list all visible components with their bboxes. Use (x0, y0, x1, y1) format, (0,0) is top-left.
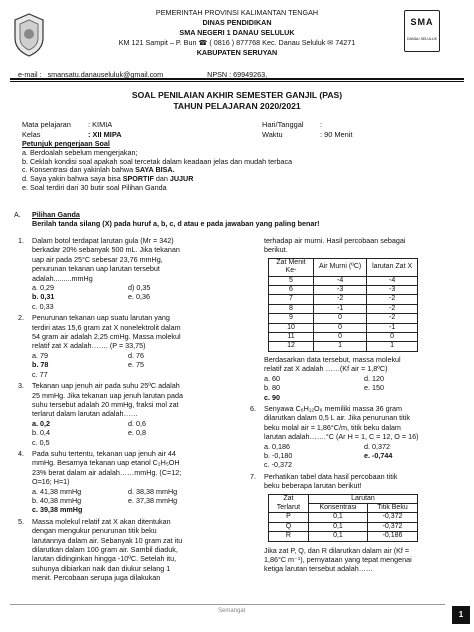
table-row: 10 0 -1 (269, 323, 418, 332)
exam-title-line-2: TAHUN PELAJARAN 2020/2021 (173, 101, 301, 111)
option-b[interactable]: b. 0,31 (32, 292, 55, 302)
time-value: : 90 Menit (320, 130, 353, 140)
instruction-e: e. Soal terdiri dari 30 butir soal Pilihan Ganda (22, 182, 167, 192)
table-row: 12 1 1 (269, 342, 418, 351)
table-row: 6 -3 -3 (269, 286, 418, 295)
table-header: Zat Menit Ke- Air Murni (ºC) larutan Zat X (269, 258, 418, 276)
freezing-data-table (268, 258, 418, 352)
table-row: P 0,1 -0,372 (269, 513, 418, 522)
table-row: 5 -4 -4 (269, 276, 418, 285)
subject-label: Mata pelajaran (22, 120, 71, 129)
section-title: Pilihan Ganda (32, 210, 80, 219)
email-label: e-mail : (18, 70, 42, 79)
exam-title (0, 90, 474, 112)
question-7: 7. Perhatikan tabel data hasil percobaan titik beku beberapa larutan berikut! (250, 471, 398, 491)
class-value: : XII MIPA (88, 130, 122, 140)
option-e[interactable]: e. 75 (128, 360, 144, 370)
question-4: 4. Pada suhu tertentu, tekanan uap jenuh air 44 mmHg. Besarnya tekanan uap etanol C₂H₅OH 23% berat dalam air adalah……mmHg. (C=12; O=16; H=1) a. 41,38 mmHg d. 38,38 mmHg b. 40,38 mmHg e. 37,38 mmHg c. 39,38 mmHg (18, 448, 182, 515)
question-number: 5. (18, 516, 24, 526)
option-d[interactable]: d. 0,6 (128, 418, 146, 428)
header-line-1: PEMERINTAH PROVINSI KALIMANTAN TENGAH (155, 8, 319, 17)
question-7-prompt: Jika zat P, Q, dan R dilarutkan dalam air (Kf = 1,86°C m⁻¹), pernyataan yang tepat mengenai ketiga larutan tersebut adalah…… (264, 545, 412, 574)
question-5: 5. Massa molekul relatif zat X akan ditentukan dengan mengukur penurunan titik beku larutannya dalam air. Sebanyak 10 gram zat itu dilarutkan dalam 100 gram air. Sambil diaduk, larutan didinginkan hingga -10ºC. Setelah itu, suhunya dibiarkan naik dan diukur selang 1 menit. Percobaan serupa juga dilakukan (18, 516, 183, 583)
exam-title-line-1: SOAL PENILAIAN AKHIR SEMESTER GANJIL (PAS) (131, 90, 343, 100)
table-header: Terlarut Konsentrasi Titik Beku (269, 503, 418, 512)
question-3: 3. Tekanan uap jenuh air pada suhu 25ºC adalah 25 mmHg. Jika tekanan uap jenuh larutan pada suhu tersebut adalah 20 mmHg, fraksi mol zat terlarut dalam larutan adalah…… a. 0,2 d. 0,6 b. 0,4 e. 0,8 c. 0,5 (18, 381, 184, 447)
question-number: 4. (18, 448, 24, 458)
question-number: 6. (250, 403, 256, 413)
header-line-5: KABUPATEN SERUYAN (196, 48, 278, 57)
date-label: Hari/Tanggal (262, 120, 304, 129)
left-column (18, 236, 238, 583)
option-a[interactable]: a. 79 (32, 350, 48, 360)
option-d[interactable]: d. 0,372 (364, 441, 390, 451)
header-line-4: KM 121 Sampit – P. Bun ☎ ( 0816 ) 877768 Kec. Danau Seluluk ✉ 74271 (118, 38, 356, 47)
date-value: : (320, 120, 323, 129)
question-6: 6. Senyawa C₆H₁₂O₆ memiliki massa 36 gram dilarutkan dalam 0,5 L air. Jika penurunan titik beku molal air = 1,86°C/m, titik beku dalam larutan adalah…….°C (Ar H = 1, C = 12, O = 16) a. 0,186 d. 0,372 b. -0,180 e. -0,744 c. -0,372 (250, 403, 419, 470)
question-5-continued: terhadap air murni. Hasil percobaan sebagai berikut. (264, 236, 406, 255)
option-c[interactable]: c. 39,38 mmHg (32, 505, 83, 515)
option-b[interactable]: b. 0,4 (32, 428, 50, 438)
option-d[interactable]: d) 0,35 (128, 283, 151, 293)
option-b[interactable]: b. 80 (264, 383, 280, 393)
school-logo-subtext: DANAU SELULUK (407, 37, 437, 41)
option-e[interactable]: e. 0,8 (128, 428, 146, 438)
right-column (250, 236, 460, 574)
option-e[interactable]: e. 37,38 mmHg (128, 495, 178, 505)
table-row: R 0,1 -0,186 (269, 532, 418, 541)
question-5-prompt: Berdasarkan data tersebut, massa molekul relatif zat X adalah ……(Kf air = 1,8ºC) a. 60 d. 120 b. 80 e. 150 c. 90 (264, 354, 401, 402)
option-b[interactable]: b. -0,180 (264, 450, 293, 460)
school-logo (404, 10, 440, 52)
section-letter: A. (14, 210, 21, 219)
option-c[interactable]: c. 77 (32, 369, 48, 379)
footer-rule (10, 604, 445, 605)
option-a[interactable]: a. 60 (264, 373, 280, 383)
email-link[interactable]: smansatu.danauseluluk@gmail.com (47, 70, 164, 79)
instructions-title: Petunjuk pengerjaan Soal (22, 139, 110, 148)
table-row: Q 0,1 -0,372 (269, 522, 418, 531)
footer-text: Semangat (218, 608, 246, 614)
class-label: Kelas (22, 130, 41, 140)
option-a[interactable]: a. 0,186 (264, 441, 290, 451)
instructions (22, 140, 292, 193)
table-row: 11 0 0 (269, 333, 418, 342)
question-number: 7. (250, 471, 256, 481)
option-c[interactable]: c. -0,372 (264, 460, 292, 470)
option-c[interactable]: c. 0,5 (32, 437, 50, 447)
section-a (14, 210, 320, 228)
option-e[interactable]: e. 150 (364, 383, 384, 393)
instruction-c: c. Konsentrasi dan yakinlah bahwa SAYA BISA. (22, 165, 175, 175)
question-number: 3. (18, 381, 24, 391)
question-2: 2. Penurunan tekanan uap suatu larutan yang terdiri atas 15,6 gram zat X nonelektrolit dalam 54 gram air adalah 2,25 cmHg. Massa molekul relatif zat X adalah……. (P = 33,75) a. 79 d. 76 b. 78 e. 75 c. 77 (18, 313, 181, 379)
instruction-b: b. Ceklah kondisi soal apakah soal tercetak dalam keadaan jelas dan mudah terbaca (22, 156, 293, 166)
option-c[interactable]: c. 90 (264, 392, 280, 402)
option-a[interactable]: a. 0,2 (32, 418, 50, 428)
question-number: 1. (18, 236, 24, 245)
table-row: 7 -2 -2 (269, 295, 418, 304)
table-row: 8 -1 -2 (269, 304, 418, 313)
header-line-3: SMA NEGERI 1 DANAU SELULUK (179, 28, 295, 37)
option-d[interactable]: d. 38,38 mmHg (128, 486, 178, 496)
table-row: 9 0 -2 (269, 314, 418, 323)
header-rule-thin (10, 81, 464, 82)
option-d[interactable]: d. 76 (128, 350, 144, 360)
time-label: Waktu (262, 130, 283, 140)
option-e[interactable]: e. -0,744 (364, 450, 393, 460)
instruction-d: d. Saya yakin bahwa saya bisa SPORTIF dan JUJUR (22, 174, 194, 184)
question-number: 2. (18, 313, 24, 323)
school-logo-text: SMA (410, 17, 434, 27)
section-instructions: Berilah tanda silang (X) pada huruf a, b, c, d atau e pada jawaban yang paling benar! (32, 219, 320, 228)
npsn: NPSN : 69949263, (207, 70, 268, 79)
option-a[interactable]: a. 41,38 mmHg (32, 486, 82, 496)
meta-right (262, 120, 352, 140)
question-1: 1. Dalam botol terdapat larutan gula (Mr = 342) berkadar 20% sebanyak 500 mL. Jika tekanan uap air pada 25°C sebesar 23,76 mmHg, penurunan tekanan uap larutan tersebut adalah.........mmHg a. 0,29 d) 0,35 b. 0,31 e. 0,36 c. 0,33 (18, 236, 180, 311)
option-b[interactable]: b. 40,38 mmHg (32, 495, 82, 505)
solution-table (268, 494, 418, 542)
header-line-2: DINAS PENDIDIKAN (202, 18, 272, 27)
subject-value: : KIMIA (88, 120, 113, 129)
page-number: 1 (452, 606, 470, 624)
option-a[interactable]: a. 0,29 (32, 283, 54, 293)
table-header: Zat Larutan (269, 494, 418, 503)
option-b[interactable]: b. 78 (32, 360, 49, 370)
option-c[interactable]: c. 0,33 (32, 301, 54, 311)
header-rule-thick (10, 78, 464, 80)
meta-left (22, 120, 122, 140)
option-d[interactable]: d. 120 (364, 373, 384, 383)
instruction-a: a. Berdoalah sebelum mengerjakan; (22, 147, 138, 157)
option-e[interactable]: e. 0,36 (128, 292, 150, 302)
